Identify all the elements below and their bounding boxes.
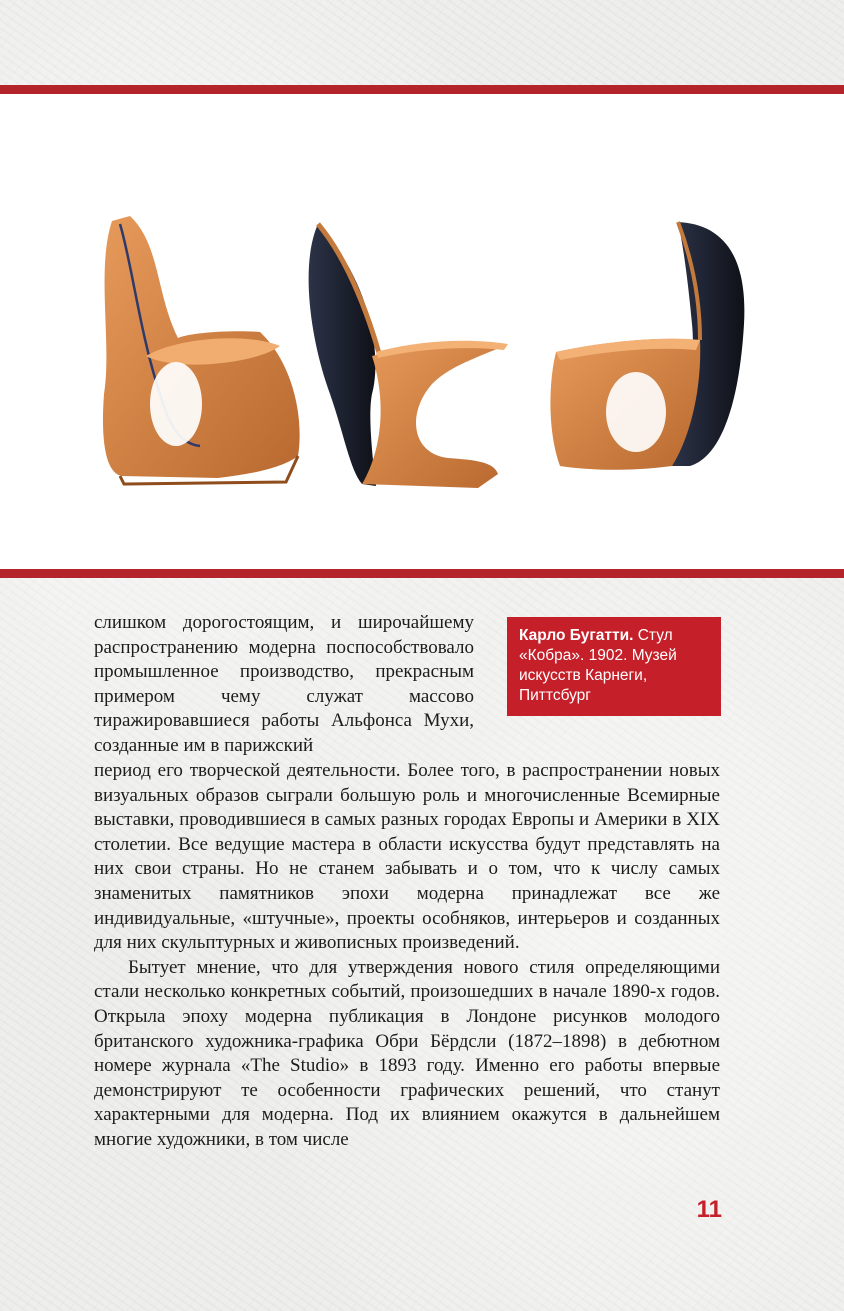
paragraph-2: Бытует мнение, что для утверждения нового стиля определяющими стали несколько конкретных событий, произошедших в начале 1890-х годов. Открыла эпоху модерна публикация в Лондоне рисунков молодого британского художника-графика Обри Бёрдсли (1872–1898) в дебютном номере журнала «The Studio» в 1893 году. Именно его работы впервые демонстрируют те особенности графических решений, что станут характерными для модерна. Под их влиянием окажутся в дальнейшем многие художники, в том числе	[94, 956, 720, 1150]
paragraph-1-part-1: слишком дорогостоящим, и широчайшему распространению модерна поспособствовало промышленное производство, прекрасным примером чему служат массово тиражировавшиеся работы Альфонса Мухи, созданные им в парижский	[94, 612, 474, 756]
top-red-rule	[0, 85, 844, 94]
body-text-full-width	[94, 759, 720, 1153]
figure-caption	[507, 617, 721, 716]
caption-author: Карло Бугатти.	[519, 627, 634, 644]
page-number: 11	[696, 1196, 722, 1223]
chair-side-view	[309, 224, 508, 488]
bottom-red-rule	[0, 569, 844, 578]
paragraph-1-part-2: период его творческой деятельности. Более того, в распространении новых визуальных образов сыграли большую роль и многочисленные Всемирные выставки, проводившиеся в самых разных городах Европы и Америки в XIX столетии. Все ведущие мастера в области искусства будут представлять на них свои страны. Но не станем забывать и о том, что к числу самых знаменитых памятников эпохи модерна принадлежат все же индивидуальные, «штучные», проекты особняков, интерьеров и созданных для них скульптурных и живописных произведений.	[94, 760, 720, 954]
chair-back-view	[550, 222, 744, 470]
chair-front-view	[103, 216, 300, 484]
photo-panel	[0, 94, 844, 569]
chair-photograph	[0, 94, 844, 569]
caption-text: Стул «Кобра». 1902. Музей искусств Карнеги, Питтсбург	[519, 627, 677, 704]
body-text-narrow-column	[94, 611, 474, 759]
